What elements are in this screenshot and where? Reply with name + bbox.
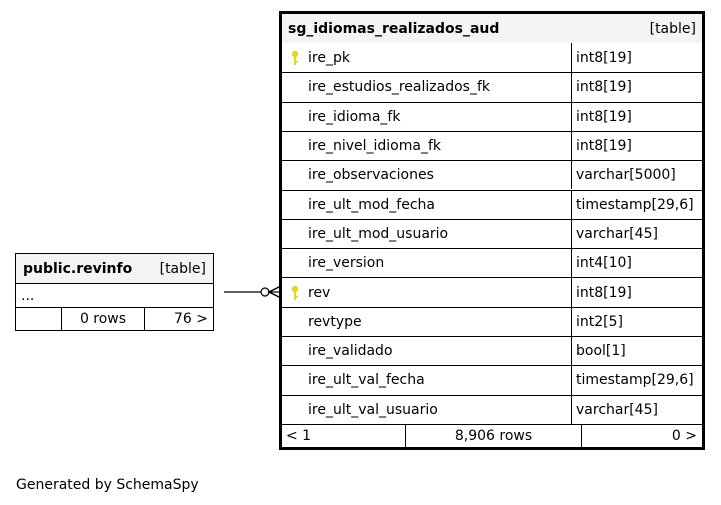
- table-sg-idiomas-realizados-aud[interactable]: [279, 11, 705, 450]
- table-name: sg_idiomas_realizados_aud: [288, 20, 500, 37]
- column-row[interactable]: [282, 307, 702, 336]
- table-public-revinfo[interactable]: [15, 253, 214, 331]
- table-footer: [282, 424, 702, 448]
- column-name: rev: [308, 284, 331, 301]
- column-row[interactable]: [282, 219, 702, 248]
- column-name: ire_pk: [308, 49, 350, 66]
- table-kind: [table]: [159, 260, 206, 277]
- column-row[interactable]: [282, 190, 702, 219]
- table-footer: [16, 307, 213, 330]
- column-name: revtype: [308, 313, 362, 330]
- column-type: timestamp[29,6]: [571, 191, 702, 219]
- column-type: varchar[45]: [571, 396, 702, 424]
- column-row[interactable]: [282, 365, 702, 394]
- column-type: int2[5]: [571, 308, 702, 336]
- table-kind: [table]: [649, 20, 696, 37]
- column-type: int8[19]: [571, 278, 702, 306]
- column-row[interactable]: [282, 72, 702, 101]
- row-count: 8,906 rows: [405, 425, 581, 448]
- column-row[interactable]: [282, 336, 702, 365]
- ellipsis: ...: [21, 287, 35, 304]
- children-count[interactable]: 0 >: [581, 425, 697, 448]
- table-header[interactable]: [282, 14, 702, 43]
- column-name: ire_ult_val_usuario: [308, 401, 438, 418]
- column-name: ire_version: [308, 255, 385, 272]
- parents-count[interactable]: [20, 308, 61, 330]
- column-row[interactable]: [282, 160, 702, 189]
- children-count[interactable]: 76 >: [144, 308, 208, 330]
- column-name: ire_validado: [308, 343, 393, 360]
- column-name: ire_nivel_idioma_fk: [308, 138, 441, 155]
- column-type: int8[19]: [571, 73, 702, 101]
- column-row[interactable]: [282, 131, 702, 160]
- column-type: varchar[5000]: [571, 161, 702, 189]
- column-name: ire_estudios_realizados_fk: [308, 79, 490, 96]
- key-icon: [291, 278, 299, 306]
- column-row[interactable]: [282, 102, 702, 131]
- column-name: ire_ult_mod_usuario: [308, 225, 449, 242]
- column-name: ire_observaciones: [308, 167, 434, 184]
- column-type: timestamp[29,6]: [571, 366, 702, 394]
- column-type: int8[19]: [571, 132, 702, 160]
- column-row[interactable]: [282, 277, 702, 306]
- column-row[interactable]: [282, 395, 702, 424]
- column-type: int8[19]: [571, 43, 702, 72]
- row-count: 0 rows: [61, 308, 144, 330]
- column-type: bool[1]: [571, 337, 702, 365]
- parents-count[interactable]: < 1: [286, 428, 312, 445]
- table-ellipsis-row: [16, 283, 213, 307]
- table-name: public.revinfo: [23, 260, 133, 277]
- column-type: int4[10]: [571, 249, 702, 277]
- column-name: ire_idioma_fk: [308, 108, 401, 125]
- column-type: varchar[45]: [571, 220, 702, 248]
- generated-by-label: Generated by SchemaSpy: [16, 477, 199, 493]
- column-row[interactable]: [282, 248, 702, 277]
- column-type: int8[19]: [571, 103, 702, 131]
- table-header[interactable]: [16, 254, 213, 283]
- column-name: ire_ult_mod_fecha: [308, 196, 435, 213]
- column-name: ire_ult_val_fecha: [308, 372, 425, 389]
- key-icon: [291, 43, 299, 72]
- column-row[interactable]: [282, 43, 702, 72]
